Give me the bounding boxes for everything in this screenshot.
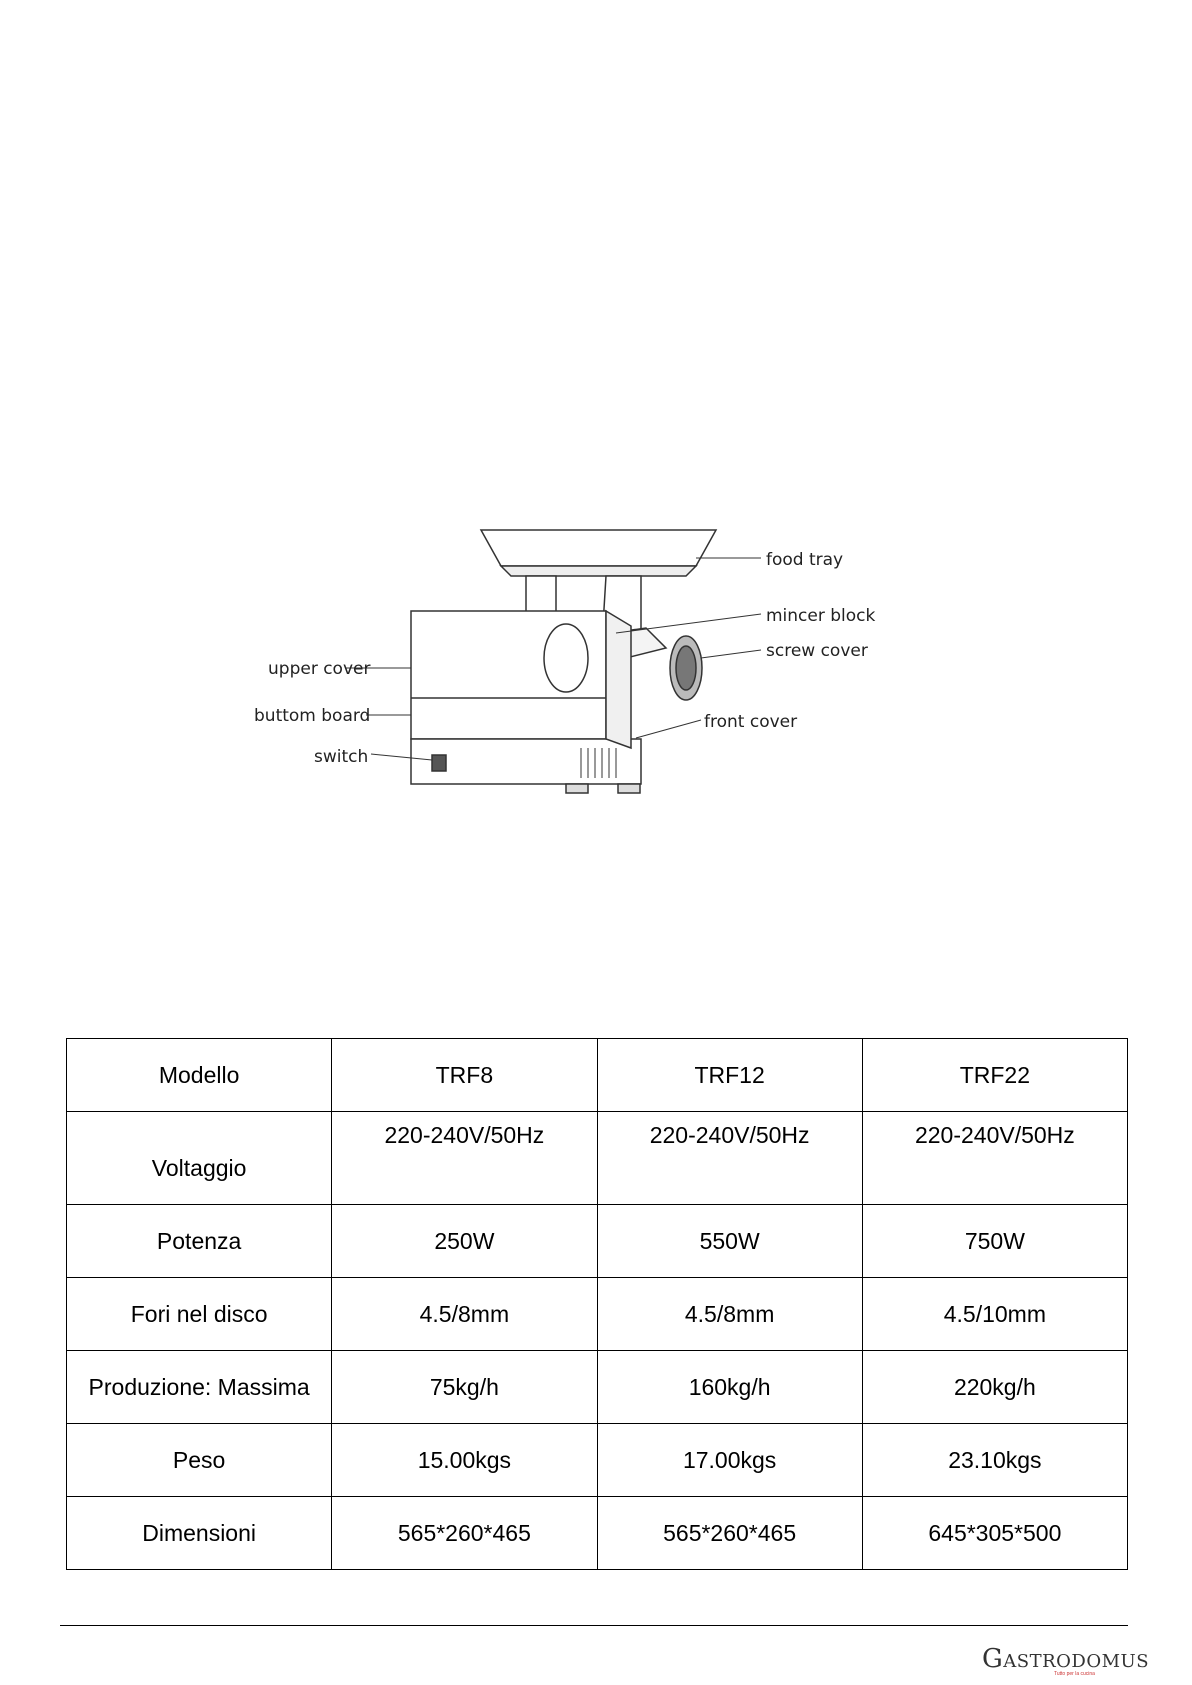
meat-mincer-diagram xyxy=(246,508,876,808)
specifications-table xyxy=(66,1038,1128,1570)
mincer-illustration xyxy=(246,508,876,808)
row-label-cell: Voltaggio xyxy=(67,1112,332,1205)
table-row xyxy=(67,1112,1128,1205)
logo-tagline: Tutto per la cucina xyxy=(1054,1671,1095,1677)
value-cell: 220-240V/50Hz xyxy=(862,1112,1127,1205)
label-switch: switch xyxy=(314,747,369,767)
machine-body-shape xyxy=(411,611,641,793)
value-cell: 160kg/h xyxy=(597,1351,862,1424)
value-cell: 645*305*500 xyxy=(862,1497,1127,1570)
row-label-cell: Produzione: Massima xyxy=(67,1351,332,1424)
value-cell: 565*260*465 xyxy=(332,1497,597,1570)
value-cell: 17.00kgs xyxy=(597,1424,862,1497)
table-header-row xyxy=(67,1039,1128,1112)
table-row xyxy=(67,1278,1128,1351)
value-cell: 220kg/h xyxy=(862,1351,1127,1424)
table-row xyxy=(67,1351,1128,1424)
gastrodomus-logo xyxy=(976,1636,1150,1677)
value-cell: 15.00kgs xyxy=(332,1424,597,1497)
row-label-cell: Potenza xyxy=(67,1205,332,1278)
value-cell: 4.5/10mm xyxy=(862,1278,1127,1351)
label-front-cover: front cover xyxy=(704,712,798,732)
value-cell: 565*260*465 xyxy=(597,1497,862,1570)
value-cell: 250W xyxy=(332,1205,597,1278)
value-cell: 220-240V/50Hz xyxy=(332,1112,597,1205)
label-upper-cover: upper cover xyxy=(268,659,371,679)
value-cell: 220-240V/50Hz xyxy=(597,1112,862,1205)
header-model-cell: TRF12 xyxy=(597,1039,862,1112)
row-label-cell: Dimensioni xyxy=(67,1497,332,1570)
value-cell: 4.5/8mm xyxy=(597,1278,862,1351)
label-food-tray: food tray xyxy=(766,550,844,570)
food-tray-shape xyxy=(481,530,716,576)
label-buttom-board: buttom board xyxy=(254,706,371,726)
value-cell: 75kg/h xyxy=(332,1351,597,1424)
header-label-cell: Modello xyxy=(67,1039,332,1112)
value-cell: 750W xyxy=(862,1205,1127,1278)
row-label-cell: Fori nel disco xyxy=(67,1278,332,1351)
table-row xyxy=(67,1424,1128,1497)
value-cell: 4.5/8mm xyxy=(332,1278,597,1351)
row-label-cell: Peso xyxy=(67,1424,332,1497)
logo-wordmark: GASTRODOMUS xyxy=(982,1644,1150,1674)
footer-divider xyxy=(60,1625,1128,1626)
header-model-cell: TRF22 xyxy=(862,1039,1127,1112)
value-cell: 550W xyxy=(597,1205,862,1278)
header-model-cell: TRF8 xyxy=(332,1039,597,1112)
table-row xyxy=(67,1205,1128,1278)
label-mincer-block: mincer block xyxy=(766,606,876,626)
value-cell: 23.10kgs xyxy=(862,1424,1127,1497)
label-screw-cover: screw cover xyxy=(766,641,868,661)
table-row xyxy=(67,1497,1128,1570)
